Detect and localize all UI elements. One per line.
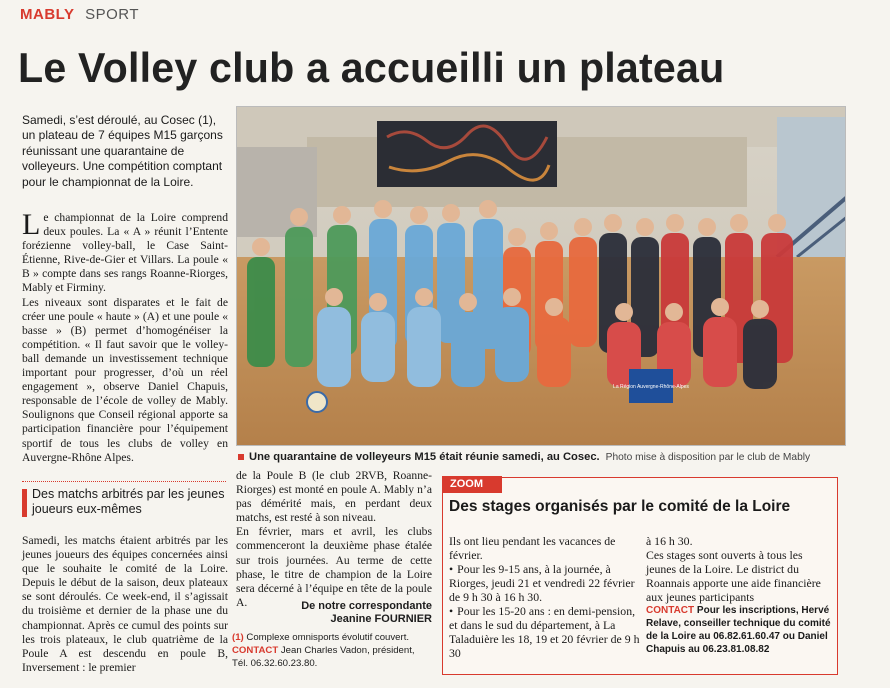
body-column-2: Samedi, les matchs étaient arbitrés par les jeunes joueurs des équipes concernées ainsi que le souhaite le comité de la Loire. Depuis le début de la saison, deux plateaux se sont déroulés. Ce week-end, il s’agissait du troisième et dernier de la phase une du championnat. Après ce cumul des points sur les trois plateaux, le club quatrième de la Poule A est descendu en poule B, Inversement : le premier bbox=[22, 534, 228, 674]
zoom-bullet-1: • Pour les 9-15 ans, à la journée, à Riorges, jeudi 21 et vendredi 22 février de 9 h 30 à 16 h 30. bbox=[449, 562, 641, 604]
contact-text: Jean Charles Vadon, président, Tél. 06.32.60.23.80. bbox=[232, 645, 415, 669]
zoom-paragraph: Ces stages sont ouverts à tous les jeunes de la Loire. Le district du Roannais apporte une aide financière aux jeunes participants bbox=[646, 548, 821, 604]
contact-label: CONTACT bbox=[232, 645, 279, 656]
zoom-contact-text: Pour les inscriptions, Hervé Relave, conseiller technique du comité de la Loire au 06.82.61.60.47 ou Daniel Chapuis au 06.23.81.08.82 bbox=[646, 605, 831, 655]
footnote-text: Complexe omnisports évolutif couvert. bbox=[246, 632, 410, 643]
byline-line-1: De notre correspondante bbox=[301, 600, 432, 612]
body-column-3 bbox=[236, 469, 432, 610]
kicker-section: SPORT bbox=[85, 6, 140, 23]
kicker-city: MABLY bbox=[20, 6, 75, 23]
article-lead: Samedi, s’est déroulé, au Cosec (1), un plateau de 7 équipes M15 garçons réunissant une quarantaine de volleyeurs. Une compétition comptant pour le championnat de la Loire. bbox=[22, 113, 223, 189]
team-photo bbox=[236, 106, 846, 446]
photo-credit: Photo mise à disposition par le club de Mably bbox=[605, 452, 811, 463]
body3-paragraph-1: de la Poule B (le club 2RVB, Roanne-Riorges) est monté en poule A. Mably n’a pas démérité mais, en perdant deux matchs, est resté à son niveau. bbox=[236, 469, 432, 525]
subhead-bar bbox=[22, 489, 27, 517]
subhead: Des matchs arbitrés par les jeunes joueurs eux-mêmes bbox=[32, 487, 225, 516]
photo-banner-label: La Région Auvergne-Rhône-Alpes bbox=[613, 384, 689, 390]
dropcap: L bbox=[22, 208, 41, 241]
body1-paragraph-2: Les niveaux sont disparates et le fait de créer une poule « haute » (A) et une poule « basse » (B) permet d’homogénéiser la compétition. « Il faut savoir que le volley-ball demande un investissement technique important pour progresser, d’où un réel engagement », observe Daniel Chapuis, responsable de l’école de volley de Mably. Soulignons que Conseil régional apporte sa participation financière pour l’équipement sportif de tous les clubs de volley en Auvergne-Rhône Alpes. bbox=[22, 295, 228, 464]
article-headline: Le Volley club a accueilli un plateau bbox=[18, 44, 725, 91]
body1-paragraph-1: e championnat de la Loire comprend deux poules. La « A » réunit l’Entente forézienne volley-ball, le Case Saint-Étienne, Rive-de-Gier et Villars. La poule « B » compte dans ses rangs Roanne-Riorges, Mably et Firminy. bbox=[22, 211, 228, 295]
zoom-contact-label: CONTACT bbox=[646, 605, 695, 616]
footnote bbox=[232, 631, 432, 670]
zoom-bullet-2: • Pour les 15-20 ans : en demi-pension, et dans le sud du département, à La Taladuière les 18, 19 et 20 février de 9 h 30 bbox=[449, 604, 641, 660]
zoom-tab: ZOOM bbox=[442, 476, 502, 493]
caption-marker bbox=[238, 454, 244, 460]
photo-caption-line bbox=[238, 450, 858, 465]
footnote-marker: (1) bbox=[232, 632, 244, 643]
byline bbox=[236, 600, 432, 626]
zoom-intro: Ils ont lieu pendant les vacances de février. bbox=[449, 534, 616, 562]
byline-author: Jeanine FOURNIER bbox=[330, 613, 432, 625]
body3-paragraph-2: En février, mars et avril, les clubs commenceront la deuxième phase étalée sur trois journées. Au terme de cette phase, le titre de champion de la Loire sera décerné à l’équipe en tête de la poule A. bbox=[236, 525, 432, 609]
section-kicker bbox=[20, 6, 139, 23]
zoom-contact bbox=[646, 604, 834, 656]
zoom-title: Des stages organisés par le comité de la Loire bbox=[449, 498, 791, 515]
photo-caption: Une quarantaine de volleyeurs M15 était réunie samedi, au Cosec. bbox=[249, 451, 600, 463]
zoom-continued: à 16 h 30. bbox=[646, 534, 693, 548]
zoom-column-left bbox=[449, 534, 641, 660]
zoom-column-right bbox=[646, 534, 834, 656]
body-column-1 bbox=[22, 208, 228, 465]
